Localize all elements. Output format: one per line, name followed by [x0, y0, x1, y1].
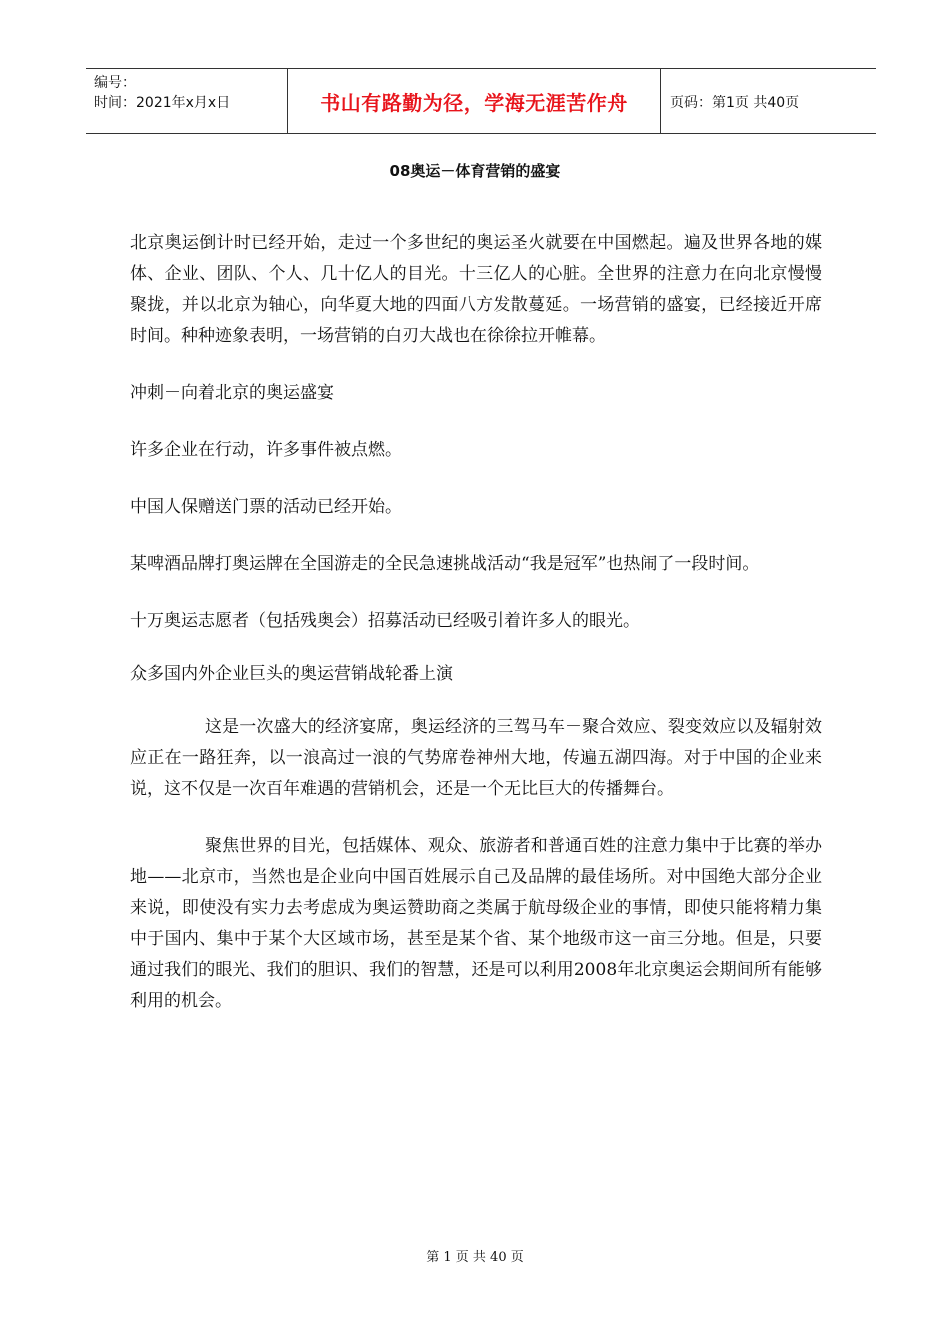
time-label: 时间：2021年x月x日: [94, 95, 231, 111]
header-page-number: 页码：第1页 共40页: [670, 94, 800, 111]
document-title: 08奥运－体育营销的盛宴: [389, 162, 561, 180]
paragraph: 这是一次盛大的经济宴席，奥运经济的三驾马车－聚合效应、裂变效应以及辐射效应正在一路狂奔，以一浪高过一浪的气势席卷神州大地，传遍五湖四海。对于中国的企业来说，这不仅是一次百年难遇的营销机会，还是一个无比巨大的传播舞台。: [130, 717, 822, 799]
paragraph: 众多国内外企业巨头的奥运营销战轮番上演: [130, 664, 453, 684]
paragraph: 冲刺－向着北京的奥运盛宴: [130, 383, 334, 403]
number-label: 编号：: [94, 75, 136, 91]
paragraph: 聚焦世界的目光，包括媒体、观众、旅游者和普通百姓的注意力集中于比赛的举办地——北京市，当然也是企业向中国百姓展示自己及品牌的最佳场所。对中国绝大部分企业来说，即使没有实力去考虑成为奥运赞助商之类属于航母级企业的事情，即使只能将精力集中于国内、集中于某个大区域市场，甚至是某个省、某个地级市这一亩三分地。但是，只要通过我们的眼光、我们的胆识、我们的智慧，还是可以利用2008年北京奥运会期间所有能够利用的机会。: [130, 836, 822, 1011]
paragraph: 某啤酒品牌打奥运牌在全国游走的全民急速挑战活动“我是冠军”也热闹了一段时间。: [130, 554, 760, 574]
paragraph: 北京奥运倒计时已经开始，走过一个多世纪的奥运圣火就要在中国燃起。遍及世界各地的媒体、企业、团队、个人、几十亿人的目光。十三亿人的心脏。全世界的注意力在向北京慢慢聚拢，并以北京为轴心，向华夏大地的四面八方发散蔓延。一场营销的盛宴，已经接近开席时间。种种迹象表明，一场营销的白刃大战也在徐徐拉开帷幕。: [130, 233, 822, 346]
header-meta: [94, 73, 290, 113]
paragraph: 许多企业在行动，许多事件被点燃。: [130, 440, 402, 460]
page-header: [86, 68, 876, 134]
paragraph: 十万奥运志愿者（包括残奥会）招募活动已经吸引着许多人的眼光。: [130, 611, 640, 631]
paragraph: 中国人保赠送门票的活动已经开始。: [130, 497, 402, 517]
page-footer: 第 1 页 共 40 页: [426, 1250, 524, 1265]
document-body: [130, 228, 822, 1017]
header-slogan: 书山有路勤为径，学海无涯苦作舟: [320, 91, 628, 115]
header-divider: [660, 69, 661, 134]
